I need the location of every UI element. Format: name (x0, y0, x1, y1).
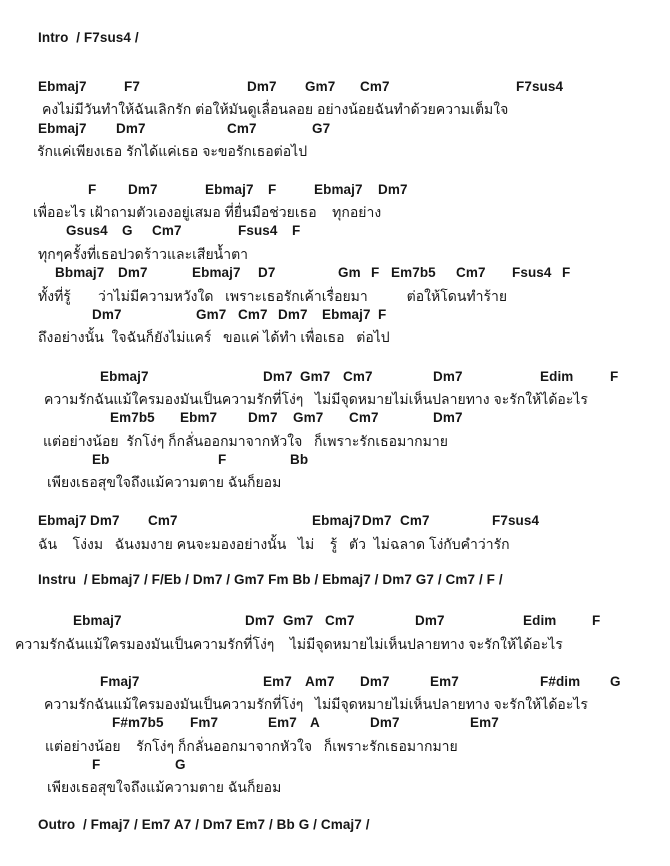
chord-line (0, 369, 670, 389)
chord-line (0, 223, 670, 243)
lyric-text: คงไม่มีวันทำให้ฉันเลิกรัก ต่อให้มันดูเลื่อนลอย อย่างน้อยฉันทำด้วยความเต็มใจ (42, 101, 509, 117)
chord: A (310, 715, 320, 730)
chord: F (610, 369, 619, 384)
chord: G (610, 674, 621, 689)
lyric-text: ทุกๆครั้งที่เธอปวดร้าวและเสียน้ำตา (38, 246, 249, 262)
chord: Dm7 (245, 613, 275, 628)
chord: Dm7 (360, 674, 390, 689)
chord-line (0, 79, 670, 99)
chord: F#dim (540, 674, 581, 689)
chord: Dm7 (362, 513, 392, 528)
lyric-text: เพียงเธอสุขใจถึงแม้ความตาย ฉันก็ยอม (47, 474, 282, 490)
chord-line (0, 613, 670, 633)
chord: Gm7 (196, 307, 227, 322)
chord: Em7 (263, 674, 292, 689)
lyric-text: แต่อย่างน้อย รักโง่ๆ ก็กลั่นออกมาจากหัวใจ ก็เพราะรักเธอมากมาย (43, 433, 448, 449)
lyric-line (0, 634, 670, 654)
chord: Bb (290, 452, 309, 467)
chord: Em7b5 (391, 265, 436, 280)
chord: Gm7 (293, 410, 324, 425)
chord-line (0, 121, 670, 141)
lyric-text: รักแค่เพียงเธอ รักได้แค่เธอ จะขอรักเธอต่อไป (37, 143, 308, 159)
chord: Am7 (305, 674, 335, 689)
chord: Gm7 (305, 79, 336, 94)
chord: Dm7 (415, 613, 445, 628)
lyric-text: ทั้งที่รู้ ว่าไม่มีความหวังใด เพราะเธอรักเค้าเรื่อยมา ต่อให้โดนทำร้าย (38, 288, 508, 304)
chord: Ebmaj7 (314, 182, 363, 197)
lyric-text: ความรักฉันแม้ใครมองมันเป็นความรักที่โง่ๆ ไม่มีจุดหมายไม่เห็นปลายทาง จะรักให้ได้อะไร (15, 636, 563, 652)
chord: F#m7b5 (112, 715, 164, 730)
chord: Ebmaj7 (192, 265, 241, 280)
chord: Ebmaj7 (322, 307, 371, 322)
lyric-text: ฉัน โง่งม ฉันงมงาย คนจะมองอย่างนั้น ไม่ รู้ ตัว ไม่ฉลาด โง่กับคำว่ารัก (38, 536, 510, 552)
lyric-line (0, 472, 670, 492)
lyric-line (0, 286, 670, 306)
chord: Fmaj7 (100, 674, 140, 689)
lyric-line (0, 777, 670, 797)
chord: Dm7 (128, 182, 158, 197)
chord-line (0, 265, 670, 285)
chord: Dm7 (378, 182, 408, 197)
lyric-text: แต่อย่างน้อย รักโง่ๆ ก็กลั่นออกมาจากหัวใจ ก็เพราะรักเธอมากมาย (45, 738, 458, 754)
chord: Gm (338, 265, 361, 280)
lyric-line (0, 244, 670, 264)
chord: F (592, 613, 601, 628)
chord: Cm7 (349, 410, 379, 425)
chord: Eb (92, 452, 110, 467)
chord-line (0, 182, 670, 202)
lyric-line (0, 327, 670, 347)
chord: F (92, 757, 101, 772)
lyric-text: เพียงเธอสุขใจถึงแม้ความตาย ฉันก็ยอม (47, 779, 282, 795)
chord-line (0, 674, 670, 694)
lyric-text: เพื่ออะไร เฝ้าถามตัวเองอยู่เสมอ ที่ยื่นมือช่วยเธอ ทุกอย่าง (33, 204, 382, 220)
chord: F (292, 223, 301, 238)
chord: Ebmaj7 (38, 121, 87, 136)
chord: F (562, 265, 571, 280)
chord: Edim (523, 613, 557, 628)
chord: Dm7 (92, 307, 122, 322)
chord: Dm7 (90, 513, 120, 528)
chord: F7 (124, 79, 140, 94)
chord: F (371, 265, 380, 280)
chord: Em7 (268, 715, 297, 730)
chord: Fsus4 (512, 265, 552, 280)
chord: Cm7 (152, 223, 182, 238)
chord: Gm7 (283, 613, 314, 628)
chord: Em7b5 (110, 410, 155, 425)
chord: Ebm7 (180, 410, 218, 425)
chord-line (0, 715, 670, 735)
chord: Em7 (470, 715, 499, 730)
chord: Ebmaj7 (312, 513, 361, 528)
chord: Cm7 (227, 121, 257, 136)
lyric-line (0, 141, 670, 161)
chord: Fm7 (190, 715, 219, 730)
chord: Cm7 (360, 79, 390, 94)
chord: Edim (540, 369, 574, 384)
lyric-line (0, 99, 670, 119)
chord: Dm7 (248, 410, 278, 425)
chord: Gm7 (300, 369, 331, 384)
lyric-text: ความรักฉันแม้ใครมองมันเป็นความรักที่โง่ๆ ไม่มีจุดหมายไม่เห็นปลายทาง จะรักให้ได้อะไร (44, 696, 588, 712)
lyric-line (0, 202, 670, 222)
chord: Dm7 (433, 369, 463, 384)
chord: Cm7 (400, 513, 430, 528)
chord: Cm7 (238, 307, 268, 322)
chord: Ebmaj7 (38, 513, 87, 528)
chord: Ebmaj7 (100, 369, 149, 384)
section-header-line (0, 572, 670, 592)
chord: Fsus4 (238, 223, 278, 238)
lyric-line (0, 389, 670, 409)
chord: F (218, 452, 227, 467)
chord-line (0, 307, 670, 327)
chord: Ebmaj7 (205, 182, 254, 197)
chord: Cm7 (343, 369, 373, 384)
chord: F (378, 307, 387, 322)
chord-line (0, 452, 670, 472)
chord: D7 (258, 265, 276, 280)
chord: Dm7 (247, 79, 277, 94)
chord-line (0, 757, 670, 777)
chord: G (122, 223, 133, 238)
lyric-line (0, 534, 670, 554)
chord: Dm7 (370, 715, 400, 730)
chord: Ebmaj7 (73, 613, 122, 628)
chord: G7 (312, 121, 331, 136)
chord-line (0, 513, 670, 533)
chord: F7sus4 (516, 79, 564, 94)
section-label: Intro / F7sus4 / (38, 30, 139, 45)
chord: Dm7 (263, 369, 293, 384)
section-label: Instru / Ebmaj7 / F/Eb / Dm7 / Gm7 Fm Bb / Ebmaj7 / Dm7 G7 / Cm7 / F / (38, 572, 503, 587)
lyric-text: ความรักฉันแม้ใครมองมันเป็นความรักที่โง่ๆ ไม่มีจุดหมายไม่เห็นปลายทาง จะรักให้ได้อะไร (44, 391, 588, 407)
chord: Ebmaj7 (38, 79, 87, 94)
chord: Cm7 (456, 265, 486, 280)
chord: G (175, 757, 186, 772)
chord: Dm7 (118, 265, 148, 280)
chord: Dm7 (433, 410, 463, 425)
lyric-text: ถึงอย่างนั้น ใจฉันก็ยังไม่แคร์ ขอแค่ ได้ทำ เพื่อเธอ ต่อไป (38, 329, 390, 345)
lyric-line (0, 431, 670, 451)
section-header-line (0, 817, 670, 837)
chord: Em7 (430, 674, 459, 689)
lyric-line (0, 694, 670, 714)
chord: F7sus4 (492, 513, 540, 528)
chord: Gsus4 (66, 223, 108, 238)
chord: Dm7 (278, 307, 308, 322)
chord: Cm7 (148, 513, 178, 528)
section-header-line (0, 30, 670, 50)
chord: F (88, 182, 97, 197)
chord: F (268, 182, 277, 197)
chord: Dm7 (116, 121, 146, 136)
chord-line (0, 410, 670, 430)
chord: Bbmaj7 (55, 265, 105, 280)
chord: Cm7 (325, 613, 355, 628)
lyric-line (0, 736, 670, 756)
section-label: Outro / Fmaj7 / Em7 A7 / Dm7 Em7 / Bb G / Cmaj7 / (38, 817, 370, 832)
